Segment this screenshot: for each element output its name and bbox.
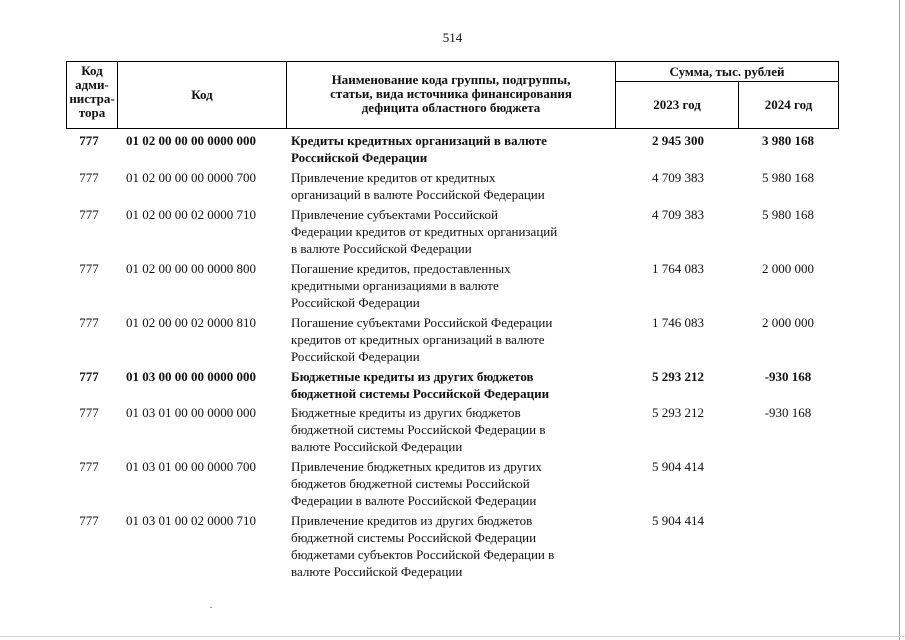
row-name: Привлечение кредитов от кредитных организаций в валюте Российской Федерации	[291, 170, 545, 202]
page-right-edge	[899, 0, 900, 640]
amount-2023: 5 904 414	[652, 459, 704, 474]
header-code: Код	[191, 87, 213, 102]
header-sum-group: Сумма, тыс. рублей	[669, 64, 785, 79]
amount-2023: 5 293 212	[652, 369, 704, 384]
amount-2023: 1 746 083	[652, 315, 704, 330]
header-divider	[615, 81, 839, 82]
amount-2023: 5 293 212	[652, 405, 704, 420]
row-name: Погашение субъектами Российской Федерации кредитов от кредитных организаций в валюте Российской Федерации	[291, 315, 553, 364]
row-name: Бюджетные кредиты из других бюджетов бюджетной системы Российской Федерации	[291, 369, 550, 401]
row-name: Кредиты кредитных организаций в валюте Российской Федерации	[291, 133, 547, 165]
amount-2023: 5 904 414	[652, 513, 704, 528]
budget-code: 01 03 01 00 02 0000 710	[126, 513, 256, 528]
scan-speck	[210, 607, 212, 608]
amount-2024: 3 980 168	[762, 133, 814, 148]
admin-code: 777	[79, 170, 99, 185]
admin-code: 777	[79, 315, 99, 330]
page-bottom-edge	[0, 636, 905, 637]
row-name: Привлечение субъектами Российской Федерации кредитов от кредитных организаций в валюте Российской Федерации	[291, 207, 558, 256]
amount-2024: 2 000 000	[762, 315, 814, 330]
amount-2023: 4 709 383	[652, 170, 704, 185]
row-name: Бюджетные кредиты из других бюджетов бюджетной системы Российской Федерации в валюте Российской Федерации	[291, 405, 546, 454]
budget-code: 01 03 00 00 00 0000 000	[126, 369, 256, 384]
amount-2024: -930 168	[764, 405, 812, 420]
row-name: Погашение кредитов, предоставленных кредитными организациями в валюте Российской Федерации	[291, 261, 511, 310]
budget-code: 01 03 01 00 00 0000 700	[126, 459, 256, 474]
header-admin-code: Код адми- нистра- тора	[69, 63, 115, 120]
amount-2024: 5 980 168	[762, 207, 814, 222]
row-name: Привлечение кредитов из других бюджетов бюджетной системы Российской Федерации бюджетами субъектов Российской Федерации в валюте Российской Федерации	[291, 513, 555, 579]
budget-code: 01 02 00 00 02 0000 810	[126, 315, 256, 330]
row-name: Привлечение бюджетных кредитов из других бюджетов бюджетной системы Российской Федерации в валюте Российской Федерации	[291, 459, 542, 508]
admin-code: 777	[79, 459, 99, 474]
page-number: 514	[442, 30, 463, 45]
admin-code: 777	[79, 133, 99, 148]
amount-2023: 1 764 083	[652, 261, 704, 276]
header-year-2024: 2024 год	[764, 97, 813, 112]
budget-code: 01 03 01 00 00 0000 000	[126, 405, 256, 420]
admin-code: 777	[79, 207, 99, 222]
header-name: Наименование кода группы, подгруппы, статьи, вида источника финансирования дефицита областного бюджета	[330, 72, 572, 115]
budget-code: 01 02 00 00 00 0000 700	[126, 170, 256, 185]
budget-code: 01 02 00 00 02 0000 710	[126, 207, 256, 222]
amount-2024: -930 168	[764, 369, 812, 384]
amount-2024: 2 000 000	[762, 261, 814, 276]
header-year-2023: 2023 год	[653, 97, 701, 112]
budget-code: 01 02 00 00 00 0000 000	[126, 133, 256, 148]
amount-2023: 4 709 383	[652, 207, 704, 222]
admin-code: 777	[79, 405, 99, 420]
budget-code: 01 02 00 00 00 0000 800	[126, 261, 256, 276]
admin-code: 777	[79, 261, 99, 276]
amount-2023: 2 945 300	[652, 133, 704, 148]
amount-2024: 5 980 168	[762, 170, 814, 185]
admin-code: 777	[79, 513, 99, 528]
admin-code: 777	[79, 369, 99, 384]
